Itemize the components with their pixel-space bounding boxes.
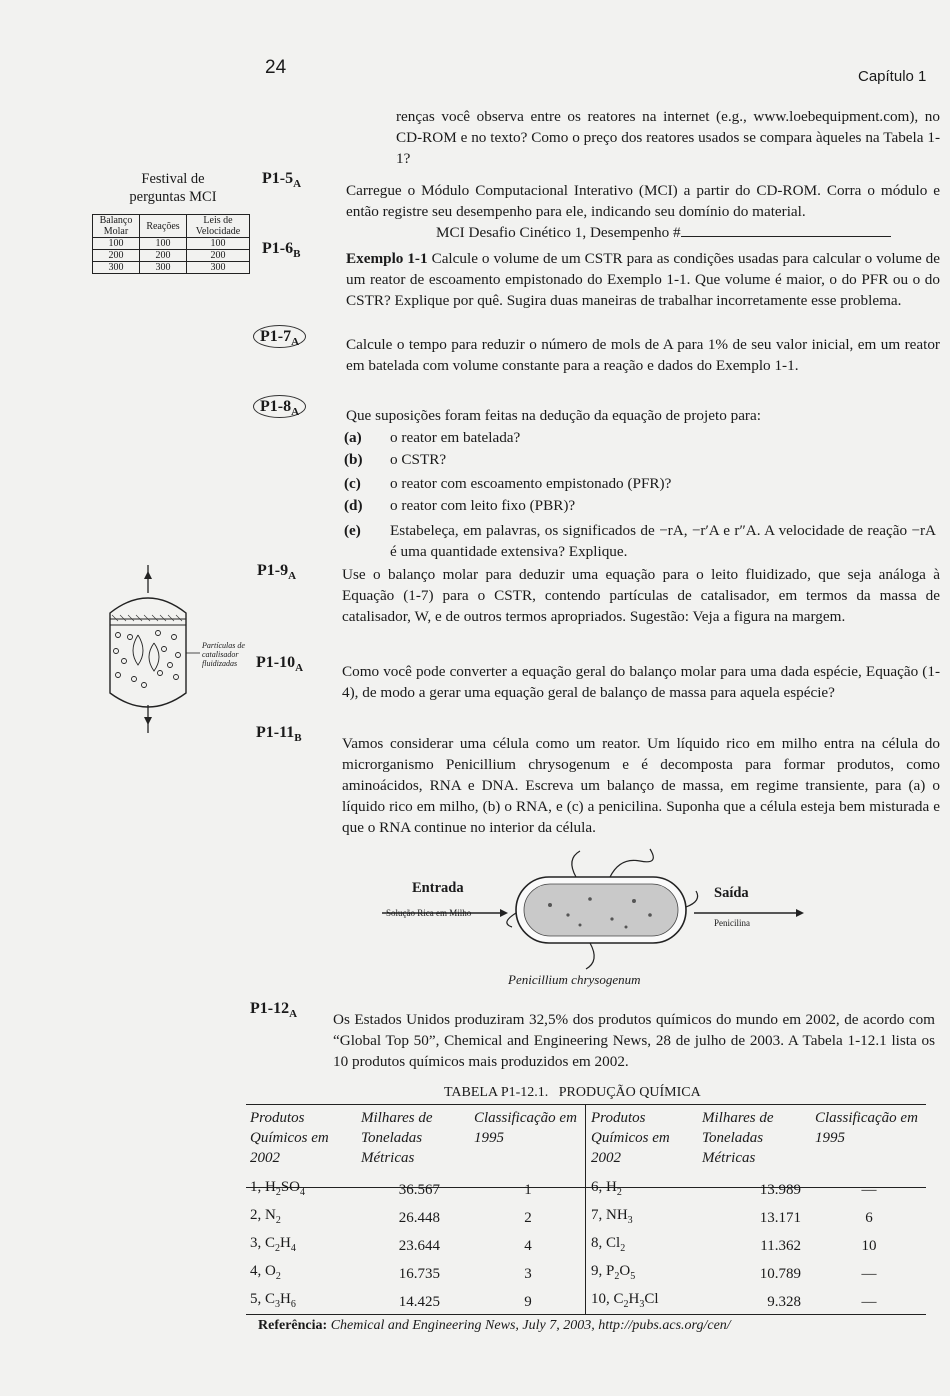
table-row: 3, $C_2H_4$ 23.644 4 — [250, 1235, 532, 1254]
table-top-rule — [246, 1104, 926, 1105]
mci-cell: 300 — [187, 262, 250, 274]
festival-title: Festival de perguntas MCI — [129, 171, 217, 205]
cell-entrada-sublabel: Solução Rica em Milho — [386, 908, 472, 918]
problem-text-p1-11: Vamos considerar uma célula como um reator. Um líquido rico em milho entra na célula do microrganismo Penicillium chrysogenum e é decomposta para formar produtos, como aminoácidos, RNA e DNA. Escreva um balanço de massa, em regime transiente, para (a) o líquido rico em milho, (b) o RNA, e (c) a penicilina. Suponha que a célula esteja bem misturada e que o RNA continue no interior da célula. — [342, 735, 940, 836]
problem-text-p1-8: Que suposições foram feitas na dedução da equação de projeto para: — [346, 407, 761, 424]
table-row: 2, $N_2$ 26.448 2 — [250, 1207, 532, 1226]
mci-header: Balanço Molar — [93, 215, 140, 238]
table-row: 7, $NH_3$ 13.171 6 — [591, 1207, 873, 1226]
list-item: (a) o reator em batelada? — [344, 429, 521, 446]
table-row: 9, $P_2O_5$ 10.789 — — [591, 1263, 877, 1282]
problem-label-p1-12: $P1-12_A$ — [250, 1000, 298, 1021]
mci-cell: 200 — [140, 250, 187, 262]
cell-saida-sublabel: Penicilina — [714, 918, 750, 928]
list-item: (b) o CSTR? — [344, 451, 447, 468]
intro-continuation: renças você observa entre os reatores na internet (e.g., www.loebequipment.com), no CD-ROM e no texto? Como o preço dos reatores usados se compara àqueles na Tabela 1-1? — [396, 108, 940, 167]
problem-text-p1-12: Os Estados Unidos produziram 32,5% dos produtos químicos do mundo em 2002, de acordo com “Global Top 50”, Chemical and Engineering News, 28 de julho de 2003. A Tabela 1-12.1 lista os 10 produtos químicos mais produzidos em 2002. — [333, 1011, 935, 1070]
problem-label-p1-7: $P1-7_A$ — [253, 328, 306, 348]
mci-cell: 300 — [140, 262, 187, 274]
mci-header: Reações — [140, 215, 187, 238]
mci-cell: 300 — [93, 262, 140, 274]
problem-text-p1-7: Calcule o tempo para reduzir o número de mols de A para 1% de seu valor inicial, em um reator em batelada com volume constante para a reação e dados do Exemplo 1-1. — [346, 336, 940, 374]
cell-caption: Penicillium chrysogenum — [508, 972, 641, 987]
col-header: Produtos Químicos em 2002 — [250, 1110, 329, 1166]
table-row: 10, $C_2H_3Cl$ 9.328 — — [591, 1291, 877, 1310]
col-header: Milhares de Toneladas Métricas — [702, 1110, 774, 1166]
table-row: 1, $H_2SO_4$ 36.567 1 — [250, 1179, 532, 1198]
problem-label-p1-6: $P1-6_B$ — [262, 240, 301, 261]
table-row: 6, $H_2$ 13.989 — — [591, 1179, 877, 1198]
problem-label-p1-8: $P1-8_A$ — [253, 398, 306, 418]
problem-label-p1-11: $P1-11_B$ — [256, 724, 302, 745]
cell-entrada-label: Entrada — [412, 880, 464, 896]
col-header: Classificação em 1995 — [474, 1110, 577, 1146]
problem-text-p1-5: Carregue o Módulo Computacional Interativo (MCI) a partir do CD-ROM. Corra o módulo e então registre seu desempenho para ele, indicando seu domínio do material. — [346, 182, 940, 220]
table-title: TABELA P1-12.1. PRODUÇÃO QUÍMICA — [444, 1085, 701, 1100]
mci-cell: 100 — [140, 238, 187, 250]
cell-saida-label: Saída — [714, 885, 749, 901]
table-reference: Referência: Chemical and Engineering News, July 7, 2003, http://pubs.acs.org/cen/ — [258, 1318, 731, 1333]
fluidized-bed-label: Partículas de catalisador fluidizadas — [202, 641, 245, 668]
col-header: Milhares de Toneladas Métricas — [361, 1110, 433, 1166]
table-row: 5, $C_3H_6$ 14.425 9 — [250, 1291, 532, 1310]
problem-label-p1-10: $P1-10_A$ — [256, 654, 304, 675]
mci-cell: 100 — [187, 238, 250, 250]
problem-text-p1-9: Use o balanço molar para deduzir uma equação para o leito fluidizado, que seja análoga à Equação (1-7) para o CSTR, contendo partículas de catalisador, em termos da massa de catalisador, W, e de outros termos apropriados. Sugestão: Veja a figura na margem. — [342, 566, 940, 625]
mci-desempenho-line: MCI Desafio Cinético 1, Desempenho # — [436, 222, 940, 243]
production-table-left — [246, 1106, 586, 1316]
problem-text-p1-6: Exemplo 1-1 Calcule o volume de um CSTR para as condições usadas para calcular o volume de um reator de escoamento empistonado do Exemplo 1-1. Que volume é maior, o do PFR ou o do CSTR? Explique por quê. Sugira duas maneiras de trabalhar incorretamente esse problema. — [346, 250, 941, 309]
list-item: (d) o reator com leito fixo (PBR)? — [344, 497, 576, 514]
col-header: Produtos Químicos em 2002 — [591, 1110, 670, 1166]
list-item: (c) o reator com escoamento empistonado (PFR)? — [344, 475, 672, 492]
mci-cell: 100 — [93, 238, 140, 250]
table-row: 8, $Cl_2$ 11.362 10 — [591, 1235, 877, 1254]
problem-label-p1-5: $P1-5_A$ — [262, 170, 302, 191]
mci-cell: 200 — [187, 250, 250, 262]
mci-table — [92, 214, 250, 274]
production-table-right — [587, 1106, 927, 1316]
page-number: 24 — [265, 57, 287, 78]
mci-header: Leis de Velocidade — [187, 215, 250, 238]
col-header: Classificação em 1995 — [815, 1110, 918, 1146]
list-item: (e) Estabeleça, em palavras, os significados de −rA, −r′A e r″A. A velocidade de reação −rA é uma quantidade extensiva? Explique. — [344, 522, 936, 560]
mci-cell: 200 — [93, 250, 140, 262]
problem-label-p1-9: $P1-9_A$ — [257, 562, 297, 583]
problem-text-p1-10: Como você pode converter a equação geral do balanço molar para uma dada espécie, Equação (1-4), de modo a gerar uma equação geral de balanço de massa para aquela espécie? — [342, 663, 940, 701]
chapter-title: Capítulo 1 — [858, 68, 927, 85]
table-row: 4, $O_2$ 16.735 3 — [250, 1263, 532, 1282]
